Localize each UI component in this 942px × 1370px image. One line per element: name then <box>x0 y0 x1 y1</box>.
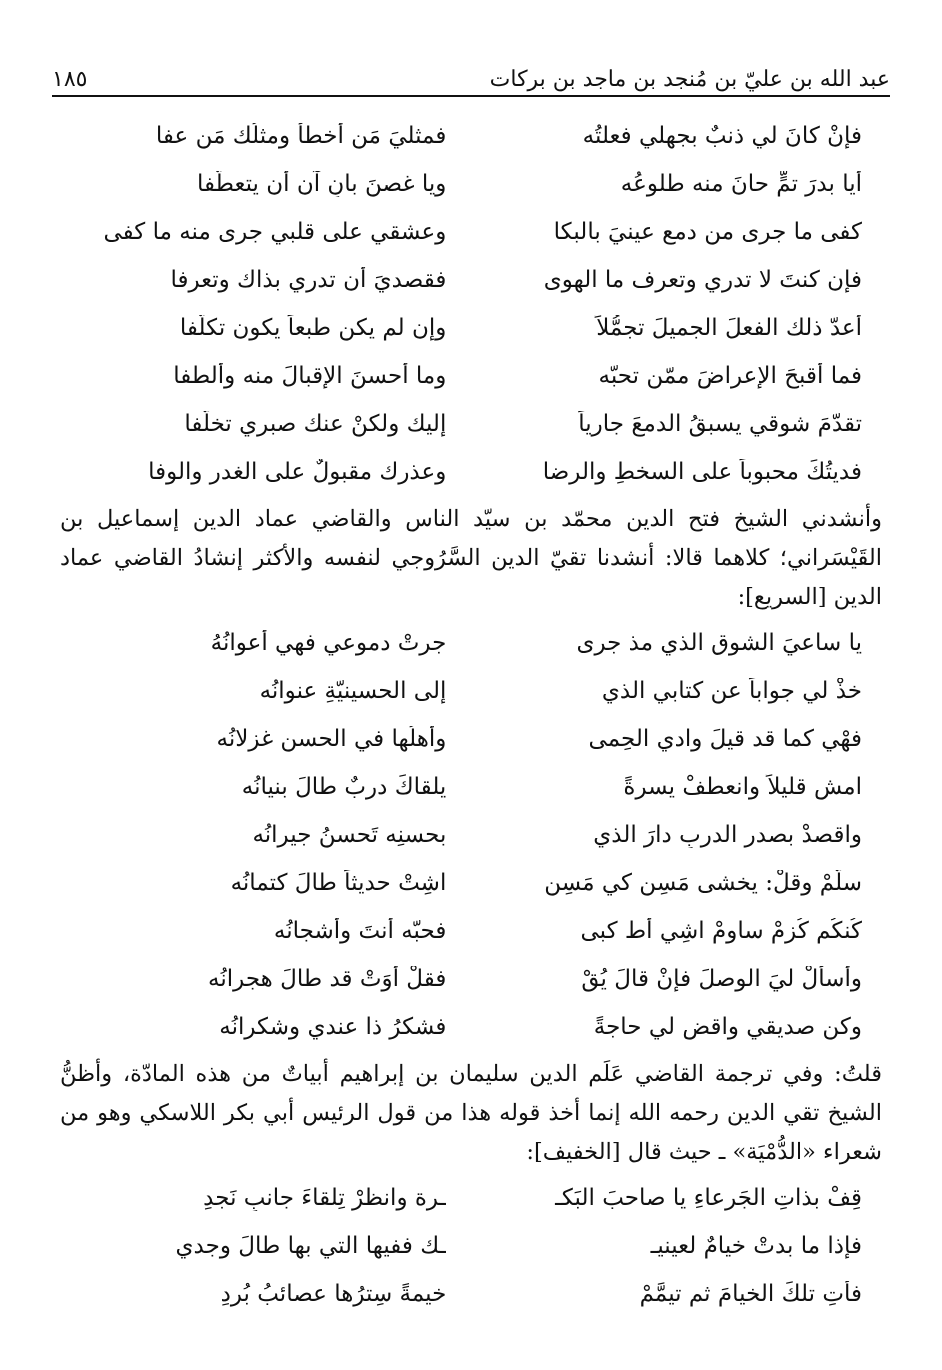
hemistich-first: فما أقبحَ الإعراضَ ممّن تحبّه <box>598 363 862 389</box>
verse <box>60 448 882 496</box>
hemistich-second: فمثليَ مَن أخطأ ومثلُك مَن عفا <box>155 123 447 149</box>
page-body <box>60 112 882 1318</box>
hemistich-first: واقصدْ بصدرِ الدربِ دارَ الذي <box>593 822 862 848</box>
running-title: عبد الله بن عليّ بن مُنجد بن ماجد بن بركات <box>489 67 890 92</box>
hemistich-second: ـك ففيها التي بها طالَ وجدي <box>175 1233 447 1259</box>
hemistich-first: يا ساعيَ الشوقِ الذي مذ جرى <box>576 630 862 656</box>
verse <box>60 763 882 811</box>
hemistich-second: ـرة وانظرْ تِلقاءَ جانبِ نَجدِ <box>203 1185 447 1211</box>
verse <box>60 160 882 208</box>
hemistich-second: وإن لم يكن طبعاً يكون تكلُّفا <box>179 315 447 341</box>
verse <box>60 112 882 160</box>
hemistich-second: فقصديَ أن تدري بذاك وتعرفا <box>170 267 447 293</box>
verse <box>60 304 882 352</box>
hemistich-first: أيا بدرَ تمٍّ حانَ منه طلوعُه <box>620 171 862 197</box>
hemistich-second: يلقاكَ دربٌ طالَ بنيانُه <box>241 774 447 800</box>
verse <box>60 1174 882 1222</box>
hemistich-second: ويا غصنَ بانٍ آن أن يتعطّفا <box>196 171 447 197</box>
verse <box>60 907 882 955</box>
hemistich-first: خذْ لي جواباً عن كتابي الذي <box>601 678 862 704</box>
hemistich-second: بحسنِه تَحسنُ جيرانُه <box>252 822 447 848</box>
hemistich-first: فأْتِ تلكَ الخيامَ ثم تيمَّمْ <box>639 1281 862 1307</box>
hemistich-second: وعشقي على قلبي جرى منه ما كفى <box>103 219 447 245</box>
hemistich-second: فقلْ أَوَتْ قد طالَ هجرانُه <box>208 966 447 992</box>
poem-1 <box>60 112 882 496</box>
hemistich-first: كفى ما جرى من دمعِ عينيَ بالبكا <box>553 219 862 245</box>
hemistich-first: تقدّمَ شوقي يسبقُ الدمعَ جارياً <box>578 411 862 437</box>
hemistich-first: فإن كنتَ لا تدري وتعرف ما الهوى <box>543 267 862 293</box>
header-rule <box>52 95 890 97</box>
hemistich-second: خيمةً سِترُها عصائبُ بُردِ <box>220 1281 447 1307</box>
prose-paragraph-1: وأنشدني الشيخ فتح الدين محمّد بن سيّد الناس والقاضي عماد الدين إسماعيل بن القَيْسَراني؛ كلاهما قالا: أنشدنا تقيّ الدين السَّرُوجي لنفسه والأكثر إنشادُ القاضي عماد الدين [السريع]: <box>60 506 882 610</box>
hemistich-second: فحبّه أنتَ وأشجانُه <box>273 918 447 944</box>
hemistich-second: إليك ولكنْ عنك صبري تخلّفا <box>184 411 447 437</box>
hemistich-second: إلى الحسينيّةِ عنوانُه <box>259 678 447 704</box>
poem-2 <box>60 619 882 1051</box>
hemistich-first: فإذا ما بدتْ خيامٌ لعينيـ <box>650 1233 862 1259</box>
verse <box>60 667 882 715</box>
hemistich-first: فديتُكَ محبوباً على السخطِ والرضا <box>542 459 862 485</box>
verse <box>60 955 882 1003</box>
verse <box>60 1270 882 1318</box>
verse <box>60 619 882 667</box>
verse <box>60 811 882 859</box>
hemistich-second: فشكرُ ذا عندي وشكرانُه <box>219 1014 447 1040</box>
page-number: ١٨٥ <box>52 67 88 92</box>
verse <box>60 1222 882 1270</box>
hemistich-first: فإنْ كانَ لي ذنبٌ بجهلي فعلتُه <box>582 123 862 149</box>
prose-paragraph-2: قلتُ: وفي ترجمة القاضي عَلَم الدين سليمان بن إبراهيم أبياتٌ من هذه المادّة، وأظنُّ الشيخ تقي الدين رحمه الله إنما أخذ قوله هذا من قول الرئيس أبي بكر اللاسكي وهو من شعراء «الدُّمْيَة» ـ حيث قال [الخفيف]: <box>60 1061 882 1165</box>
hemistich-second: وأهلُها في الحسنِ غزلانُه <box>216 726 447 752</box>
hemistich-first: سلّمْ وقلْ: يخشى مَسِن كي مَسِن <box>544 870 862 896</box>
hemistich-first: أعدّ ذلك الفعلَ الجميلَ تجمُّلاً <box>596 315 862 341</box>
hemistich-second: جرتْ دموعي فهي أعوانُهُ <box>210 630 447 656</box>
hemistich-first: كُنكُم كُزمْ ساومْ اشِي أُط كبى <box>580 918 862 944</box>
hemistich-second: وعذرك مقبولٌ على الغدرِ والوفا <box>148 459 447 485</box>
poem-3 <box>60 1174 882 1318</box>
hemistich-first: قِفْ بذاتِ الجَرعاءِ يا صاحبَ البَكـ <box>555 1185 862 1211</box>
verse <box>60 400 882 448</box>
verse <box>60 859 882 907</box>
page-header <box>52 52 890 92</box>
hemistich-first: وأسألْ ليَ الوصلَ فإنْ قالَ يُقْ <box>581 966 862 992</box>
hemistich-first: وكن صديقي واقضِ لي حاجةً <box>593 1014 862 1040</box>
hemistich-second: اشِتْ حديثاً طالَ كتمانُه <box>230 870 447 896</box>
verse <box>60 715 882 763</box>
hemistich-second: وما أحسنَ الإقبالَ منه وألطفا <box>173 363 447 389</box>
verse <box>60 352 882 400</box>
hemistich-first: فهْي كما قد قيلَ وادي الحِمى <box>588 726 862 752</box>
hemistich-first: امشِ قليلاً وانعطفْ يسرةً <box>623 774 862 800</box>
verse <box>60 1003 882 1051</box>
verse <box>60 208 882 256</box>
verse <box>60 256 882 304</box>
